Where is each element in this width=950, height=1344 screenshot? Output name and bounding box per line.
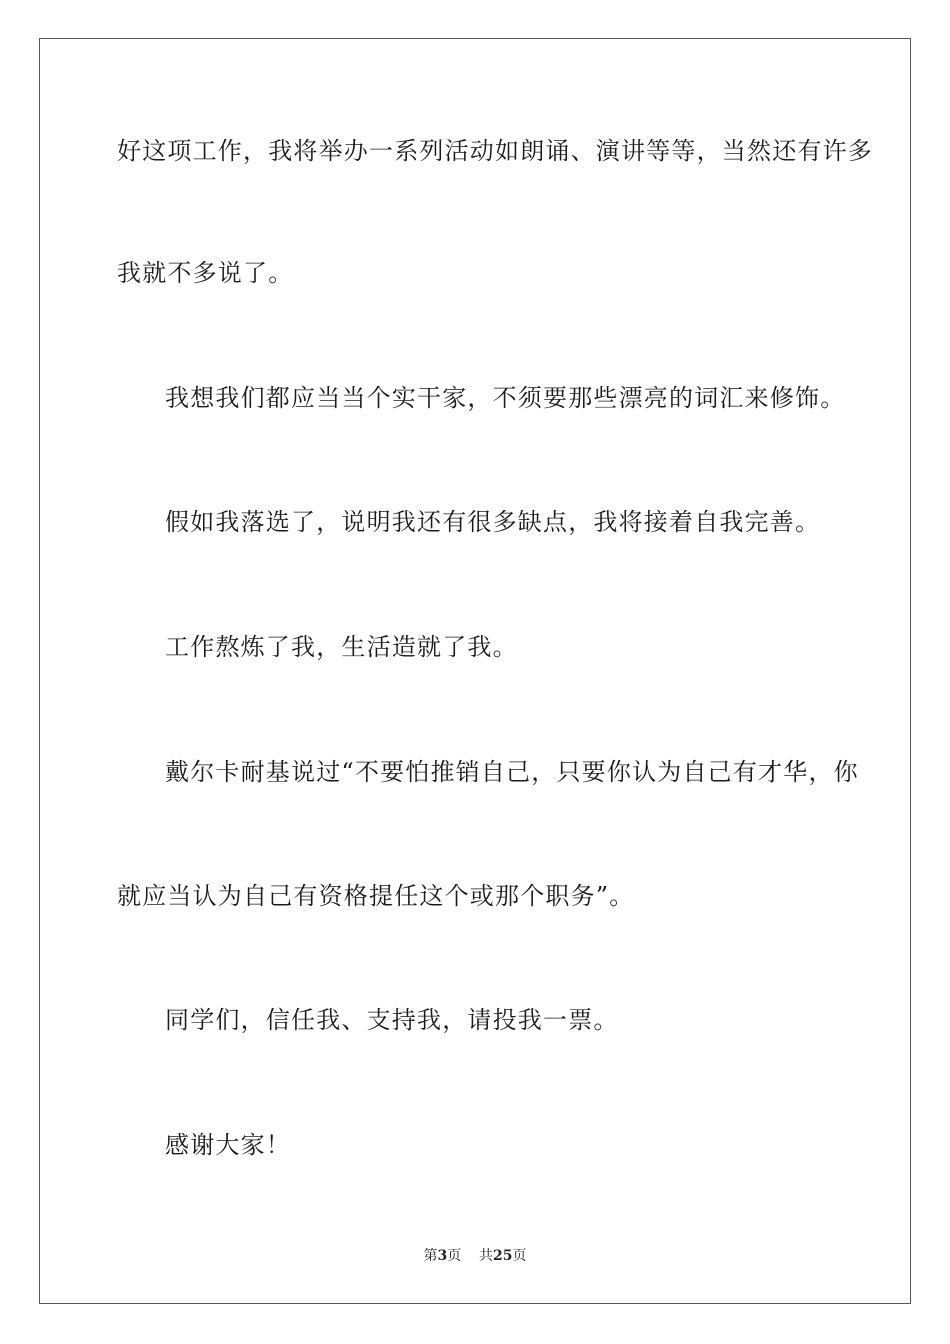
total-pages-number: 25	[493, 1248, 513, 1264]
paragraph-line: 同学们，信任我、支持我，请投我一票。	[165, 1006, 619, 1034]
footer-page-word: 页	[447, 1248, 462, 1264]
paragraph-line: 好这项工作，我将举办一系列活动如朗诵、演讲等等，当然还有许多	[117, 137, 873, 165]
paragraph-line: 戴尔卡耐基说过“不要怕推销自己，只要你认为自己有才华，你	[165, 758, 859, 786]
footer-total-suffix: 页	[512, 1248, 527, 1264]
paragraph-line: 我想我们都应当当个实干家，不须要那些漂亮的词汇来修饰。	[165, 384, 846, 412]
paragraph-line: 就应当认为自己有资格提任这个或那个职务”。	[117, 882, 635, 910]
footer-prefix: 第	[423, 1248, 438, 1264]
page-frame	[39, 38, 911, 1304]
paragraph-line: 感谢大家！	[165, 1131, 291, 1159]
footer-total-prefix: 共	[479, 1248, 494, 1264]
paragraph-line: 我就不多说了。	[117, 259, 294, 287]
current-page-number: 3	[437, 1248, 448, 1264]
paragraph-line: 假如我落选了，说明我还有很多缺点，我将接着自我完善。	[165, 508, 821, 536]
paragraph-line: 工作熬炼了我，生活造就了我。	[165, 633, 518, 661]
page-footer	[0, 1247, 950, 1265]
